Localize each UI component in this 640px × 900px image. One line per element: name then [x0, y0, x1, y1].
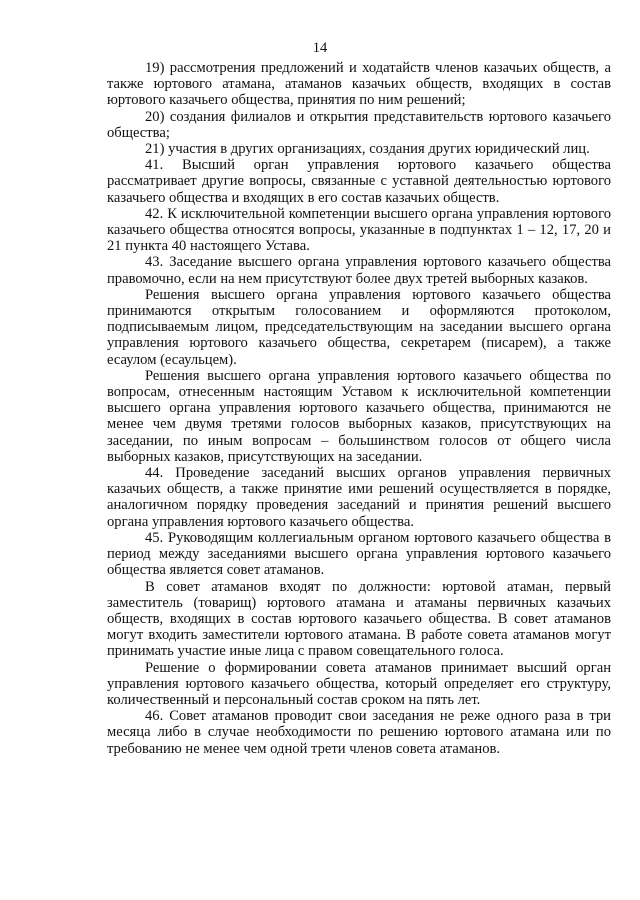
- page-number: 14: [312, 40, 328, 56]
- paragraph-decisions-competence: Решения высшего органа управления юртового казачьего общества по вопросам, отнесенным настоящим Уставом к исключительной компетенции высшего органа управления юртового казачьего общества, принимаются не менее чем двумя третями голосов выборных казаков, присутствующих на заседании, по иным вопросам – большинством голосов от общего числа выборных казаков, присутствующих на заседании.: [107, 367, 611, 465]
- paragraph-item-19: 19) рассмотрения предложений и ходатайств членов казачьих обществ, а также юртового атамана, атаманов казачьих обществ, входящих в состав юртового казачьего общества, принятия по ним решений;: [107, 60, 611, 109]
- paragraph-decisions-voting: Решения высшего органа управления юртового казачьего общества принимаются открытым голосованием и оформляются протоколом, подписываемым лицом, председательствующим на заседании высшего органа управления юртового казачьего общества, секретарем (писарем), а также есаулом (есаульцем).: [107, 286, 611, 368]
- paragraph-clause-46: 46. Совет атаманов проводит свои заседания не реже одного раза в три месяца либо в случае необходимости по решению юртового атамана или по требованию не менее чем одной трети членов совета атаманов.: [107, 708, 611, 757]
- paragraph-council-formation: Решение о формировании совета атаманов принимает высший орган управления юртового казачьего общества, который определяет его структуру, количественный и персональный состав сроком на пять лет.: [107, 659, 611, 708]
- paragraph-clause-43: 43. Заседание высшего органа управления юртового казачьего общества правомочно, если на нем присутствуют более двух третей выборных казаков.: [107, 254, 611, 287]
- paragraph-clause-44: 44. Проведение заседаний высших органов управления первичных казачьих обществ, а также принятие ими решений осуществляется в порядке, аналогичном порядку проведения заседаний и принятия решений высшего органа управления юртового казачьего общества.: [107, 465, 611, 530]
- paragraph-clause-42: 42. К исключительной компетенции высшего органа управления юртового казачьего общества относятся вопросы, указанные в подпунктах 1 – 12, 17, 20 и 21 пункта 40 настоящего Устава.: [107, 205, 611, 255]
- document-body: [107, 60, 611, 757]
- paragraph-clause-45: 45. Руководящим коллегиальным органом юртового казачьего общества в период между заседаниями высшего органа управления юртового казачьего общества является совет атаманов.: [107, 529, 611, 579]
- paragraph-item-20: 20) создания филиалов и открытия представительств юртового казачьего общества;: [107, 108, 611, 141]
- paragraph-clause-41: 41. Высший орган управления юртового казачьего общества рассматривает другие вопросы, связанные с уставной деятельностью юртового казачьего общества и входящих в его состав казачьих обществ.: [107, 157, 611, 206]
- paragraph-item-21: 21) участия в других организациях, создания других юридический лиц.: [145, 141, 590, 158]
- paragraph-council-members: В совет атаманов входят по должности: юртовой атаман, первый заместитель (товарищ) юртового атамана и атаманы первичных казачьих обществ, входящих в состав юртового казачьего общества. В совет атаманов могут входить заместители юртового атамана. В работе совета атаманов могут принимать участие иные лица с правом совещательного голоса.: [107, 578, 611, 660]
